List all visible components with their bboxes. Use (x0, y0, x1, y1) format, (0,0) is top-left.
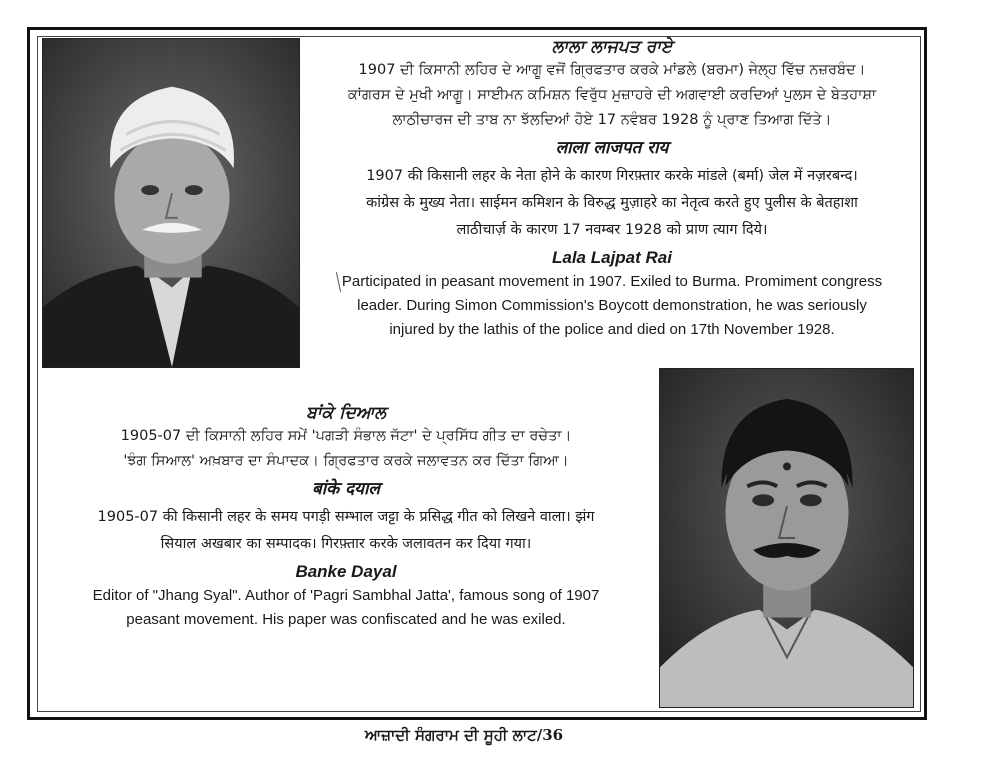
bio-line: सियाल अखबार का सम्पादक। गिरफ़्तार करके जलावतन कर दिया गया। (160, 536, 532, 552)
bio-line: 'ਝੰਗ ਸਿਆਲ' ਅਖ਼ਬਾਰ ਦਾ ਸੰਪਾਦਕ। ਗ੍ਰਿਫਤਾਰ ਕਰਕੇ ਜਲਾਵਤਨ ਕਰ ਦਿੱਤਾ ਗਿਆ। (123, 453, 569, 469)
name-hindi: लाला लाजपत राय (555, 138, 669, 158)
bio-line: peasant movement. His paper was confiscated and he was exiled. (126, 611, 566, 628)
bio-line: leader. During Simon Commission's Boycott demonstration, he was seriously (357, 297, 867, 314)
portrait-turbaned-man-icon (43, 39, 299, 367)
bio-line: लाठीचार्ज़ के कारण 17 नवम्बर 1928 को प्राण त्याग दिये। (456, 222, 768, 238)
bio-banke-dayal (40, 402, 652, 632)
bio-line: 1905-07 ਦੀ ਕਿਸਾਨੀ ਲਹਿਰ ਸਮੇਂ 'ਪਗੜੀ ਸੰਭਾਲ ਜੱਟਾ' ਦੇ ਪ੍ਰਸਿੱਧ ਗੀਤ ਦਾ ਰਚੇਤਾ। (120, 428, 572, 444)
bio-lala-lajpat-rai (306, 36, 918, 342)
name-gurmukhi: ਬਾਂਕੇ ਦਿਆਲ (306, 403, 386, 423)
footer-caption: ਆਜ਼ਾਦੀ ਸੰਗਰਾਮ ਦੀ ਸੂਹੀ ਲਾਟ/36 (364, 726, 564, 744)
bio-line: Editor of "Jhang Syal". Author of 'Pagri Sambhal Jatta', famous song of 1907 (92, 587, 600, 604)
name-english: Banke Dayal (295, 562, 397, 581)
name-english: Lala Lajpat Rai (552, 248, 672, 267)
bio-line: injured by the lathis of the police and died on 17th November 1928. (389, 321, 835, 338)
bio-line: 1907 ਦੀ ਕਿਸਾਨੀ ਲਹਿਰ ਦੇ ਆਗੂ ਵਜੋਂ ਗ੍ਰਿਫਤਾਰ ਕਰਕੇ ਮਾਂਡਲੇ (ਬਰਮਾ) ਜੇਲ੍ਹ ਵਿੱਚ ਨਜ਼ਰਬੰਦ। (358, 62, 866, 78)
portrait-lala-lajpat-rai (42, 38, 300, 368)
bio-line: ਲਾਠੀਚਾਰਜ ਦੀ ਤਾਬ ਨਾ ਝੱਲਦਿਆਂ ਹੋਏ 17 ਨਵੰਬਰ 1928 ਨੂੰ ਪ੍ਰਾਣ ਤਿਆਗ ਦਿੱਤੇ। (392, 112, 832, 128)
name-hindi: बांके दयाल (312, 479, 380, 499)
bio-line: Participated in peasant movement in 1907. Exiled to Burma. Promiment congress (341, 273, 883, 290)
bio-line: ਕਾਂਗਰਸ ਦੇ ਮੁਖੀ ਆਗੂ। ਸਾਈਮਨ ਕਮਿਸ਼ਨ ਵਿਰੁੱਧ ਮੁਜ਼ਾਹਰੇ ਦੀ ਅਗਵਾਈ ਕਰਦਿਆਂ ਪੁਲਸ ਦੇ ਬੇਤਹਾਸ਼ਾ (347, 87, 877, 103)
bio-line: 1907 की किसानी लहर के नेता होने के कारण गिरफ़्तार करके मांडले (बर्मा) जेल में नज़रबन्द। (366, 168, 858, 184)
portrait-banke-dayal (659, 368, 914, 708)
bio-line: कांग्रेस के मुख्य नेता। साईमन कमिशन के विरुद्ध मुज़ाहरे का नेतृत्व करते हुए पुलीस के बेतहाशा (366, 195, 858, 211)
portrait-moustached-man-icon (660, 369, 913, 707)
name-gurmukhi: ਲਾਲਾ ਲਾਜਪਤ ਰਾਏ (551, 37, 673, 57)
bio-line: 1905-07 की किसानी लहर के समय पगड़ी सम्भाल जट्टा के प्रसिद्ध गीत को लिखने वाला। झंग (97, 509, 595, 525)
